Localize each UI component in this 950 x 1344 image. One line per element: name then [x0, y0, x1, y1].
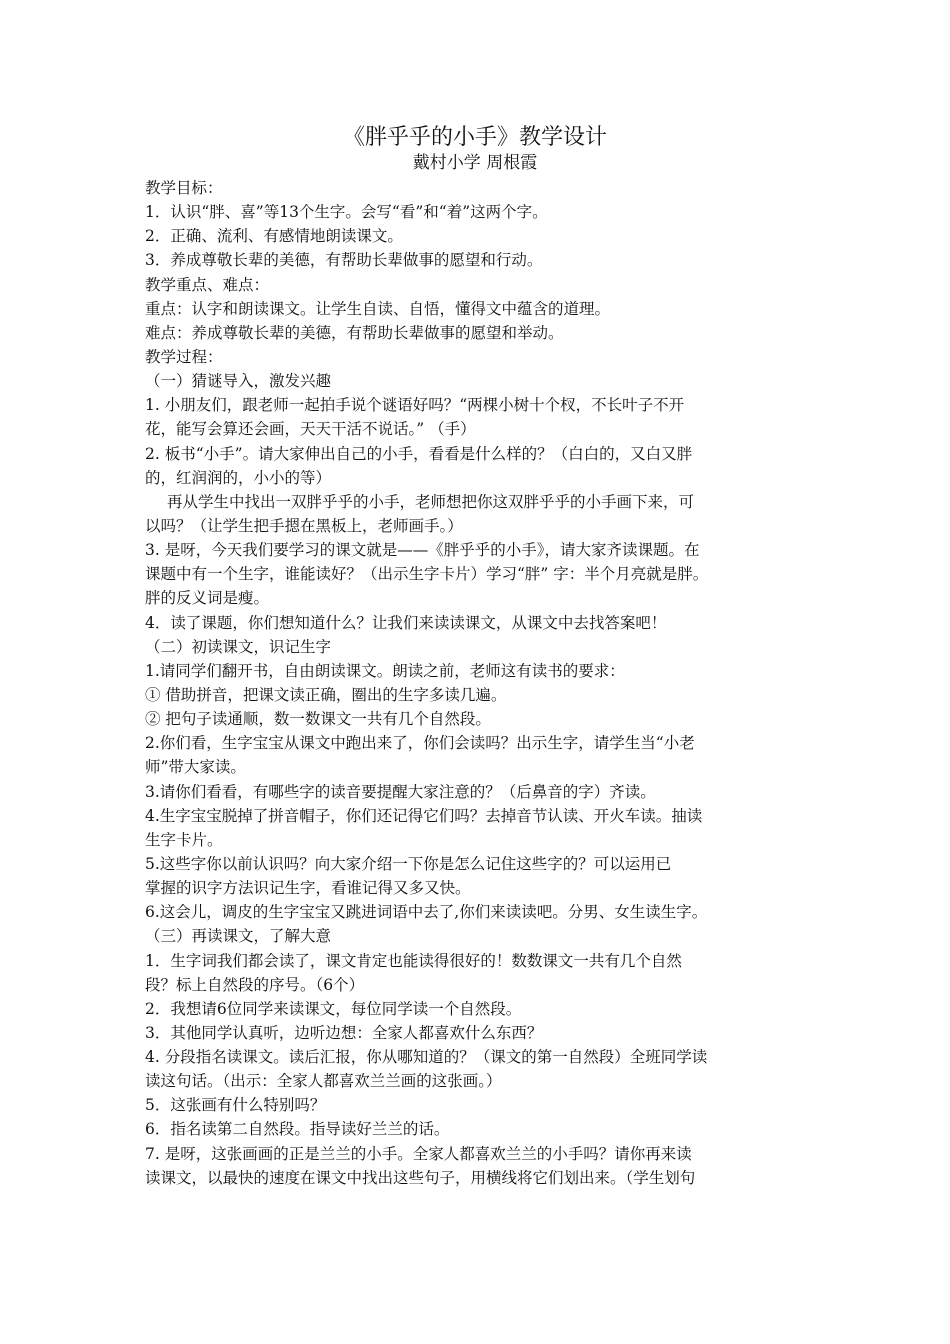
body-line: 生字卡片。	[145, 830, 223, 849]
body-line: 再从学生中找出一双胖乎乎的小手，老师想把你这双胖乎乎的小手画下来，可	[167, 492, 695, 511]
body-line: 读这句话。（出示：全家人都喜欢兰兰画的这张画。）	[145, 1072, 502, 1091]
body-line: 师”带大家读。	[145, 758, 246, 777]
body-line: 7. 是呀，这张画画的正是兰兰的小手。全家人都喜欢兰兰的小手吗？请你再来读	[145, 1144, 692, 1163]
body-line: 课题中有一个生字，谁能读好？（出示生字卡片）学习“胖” 字：半个月亮就是胖。	[145, 565, 709, 584]
body-line: 3.请你们看看，有哪些字的读音要提醒大家注意的？（后鼻音的字）齐读。	[145, 782, 656, 801]
body-line: 4．读了课题，你们想知道什么？让我们来读读课文，从课文中去找答案吧！	[145, 613, 667, 632]
body-line: 教学重点、难点：	[145, 275, 270, 294]
body-line: 5．这张画有什么特别吗？	[145, 1096, 326, 1115]
body-line: 1. 小朋友们，跟老师一起拍手说个谜语好吗？“两棵小树十个杈，不长叶子不开	[145, 396, 685, 415]
body-line: （三）再读课文，了解大意	[145, 927, 332, 946]
body-line: 6．指名读第二自然段。指导读好兰兰的话。	[145, 1120, 450, 1139]
body-line: 掌握的识字方法识记生字，看谁记得又多又快。	[145, 879, 471, 898]
body-line: 以吗？（让学生把手摁在黑板上，老师画手。）	[145, 516, 463, 535]
body-line: 花，能写会算还会画，天天干活不说话。” （手）	[145, 420, 476, 439]
body-line: ① 借助拼音，把课文读正确，圈出的生字多读几遍。	[145, 685, 507, 704]
body-line: 6.这会儿，调皮的生字宝宝又跳进词语中去了,你们来读读吧。分男、女生读生字。	[145, 903, 708, 922]
body-line: 3. 是呀，今天我们要学习的课文就是——《胖乎乎的小手》，请大家齐读课题。在	[145, 541, 700, 560]
body-line: 5.这些字你以前认识吗？向大家介绍一下你是怎么记住这些字的？可以运用已	[145, 854, 672, 873]
body-line: 难点：养成尊敬长辈的美德，有帮助长辈做事的愿望和举动。	[145, 323, 564, 342]
body-line: 4. 分段指名读课文。读后汇报，你从哪知道的？（课文的第一自然段）全班同学读	[145, 1048, 708, 1067]
body-line: 段？标上自然段的序号。（6个）	[145, 975, 365, 994]
document-body	[145, 176, 810, 1190]
body-line: 2．我想请6位同学来读课文，每位同学读一个自然段。	[145, 999, 522, 1018]
body-line: 2.你们看，生字宝宝从课文中跑出来了，你们会读吗？出示生字，请学生当“小老	[145, 734, 695, 753]
body-line: 胖的反义词是瘦。	[145, 589, 270, 608]
body-line: 2. 板书“小手”。请大家伸出自己的小手，看看是什么样的？（白白的，又白又胖	[145, 444, 693, 463]
body-line: 1.请同学们翻开书，自由朗读课文。朗读之前，老师这有读书的要求：	[145, 661, 625, 680]
body-line: 1．认识“胖、喜”等13个生字。会写“看”和“着”这两个字。	[145, 203, 548, 222]
body-line: 读课文，以最快的速度在课文中找出这些句子，用横线将它们划出来。（学生划句	[145, 1168, 696, 1187]
body-line: 2．正确、流利、有感情地朗读课文。	[145, 227, 403, 246]
body-line: 的，红润润的，小小的等）	[145, 468, 332, 487]
body-line: 重点：认字和朗读课文。让学生自读、自悟，懂得文中蕴含的道理。	[145, 299, 611, 318]
document-title: 《胖乎乎的小手》教学设计	[342, 125, 607, 150]
body-line: 3．其他同学认真听，边听边想：全家人都喜欢什么东西？	[145, 1023, 543, 1042]
body-line: ② 把句子读通顺，数一数课文一共有几个自然段。	[145, 710, 491, 729]
document-author: 戴村小学 周根霞	[412, 153, 538, 173]
body-line: 3．养成尊敬长辈的美德，有帮助长辈做事的愿望和行动。	[145, 251, 543, 270]
body-line: 4.生字宝宝脱掉了拼音帽子，你们还记得它们吗？去掉音节认读、开火车读。抽读	[145, 806, 703, 825]
body-line: （二）初读课文，识记生字	[145, 637, 332, 656]
body-line: 1．生字词我们都会读了，课文肯定也能读得很好的！数数课文一共有几个自然	[145, 951, 682, 970]
body-line: （一）猜谜导入，激发兴趣	[145, 372, 332, 391]
body-line: 教学目标：	[145, 179, 223, 197]
body-line: 教学过程：	[145, 347, 223, 366]
